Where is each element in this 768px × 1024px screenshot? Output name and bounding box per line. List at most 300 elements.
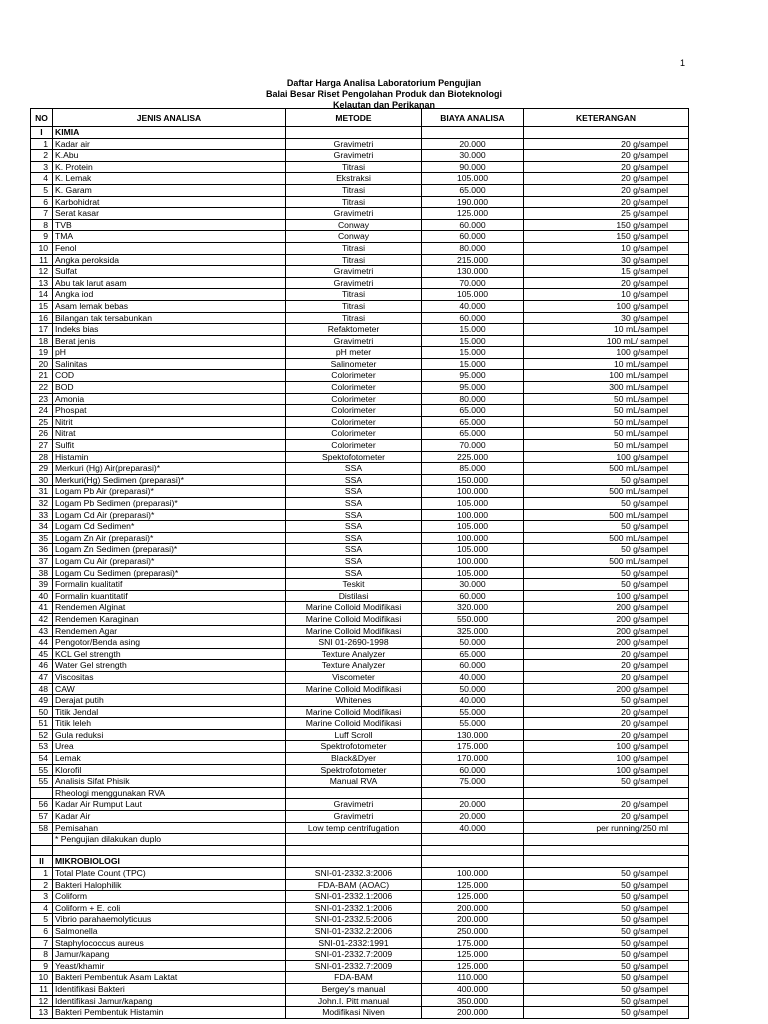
table-row: [31, 671, 689, 683]
analysis-name: Angka peroksida: [53, 254, 286, 266]
price: 100.000: [422, 868, 524, 880]
table-row: [31, 567, 689, 579]
page-number: 1: [680, 58, 686, 68]
table-row: [31, 995, 689, 1007]
price: 80.000: [422, 393, 524, 405]
analysis-name: Sulfit: [53, 440, 286, 452]
row-number: 12: [31, 266, 53, 278]
row-number: [31, 834, 53, 846]
method: SNI-01-2332.1:2006: [286, 902, 422, 914]
price: [422, 787, 524, 799]
price: 65.000: [422, 184, 524, 196]
analysis-name: K.Abu: [53, 150, 286, 162]
method: Whitenes: [286, 695, 422, 707]
table-row: [31, 463, 689, 475]
sample-requirement: 150 g/sampel: [524, 219, 689, 231]
row-number: 49: [31, 695, 53, 707]
method: [286, 787, 422, 799]
analysis-name: Histamin: [53, 451, 286, 463]
price: 65.000: [422, 405, 524, 417]
price: 200.000: [422, 914, 524, 926]
sample-requirement: 10 g/sampel: [524, 289, 689, 301]
method: FDA-BAM: [286, 972, 422, 984]
table-row: [31, 474, 689, 486]
sample-requirement: 50 g/sampel: [524, 567, 689, 579]
sample-requirement: 200 g/sampel: [524, 683, 689, 695]
table-row: [31, 741, 689, 753]
row-number: 28: [31, 451, 53, 463]
price: 350.000: [422, 995, 524, 1007]
row-number: [31, 787, 53, 799]
analysis-name: Berat jenis: [53, 335, 286, 347]
method: SNI 01-2690-1998: [286, 637, 422, 649]
analysis-name: Phospat: [53, 405, 286, 417]
row-number: 5: [31, 184, 53, 196]
method: [286, 834, 422, 846]
sample-requirement: 20 g/sampel: [524, 277, 689, 289]
analysis-name: BOD: [53, 382, 286, 394]
method: John.I. Pitt manual: [286, 995, 422, 1007]
row-number: 21: [31, 370, 53, 382]
method: pH meter: [286, 347, 422, 359]
sample-requirement: [524, 787, 689, 799]
table-row: [31, 382, 689, 394]
row-number: 41: [31, 602, 53, 614]
price: 55.000: [422, 718, 524, 730]
row-number: 3: [31, 891, 53, 903]
method: Marine Colloid Modifikasi: [286, 625, 422, 637]
analysis-name: Asam lemak bebas: [53, 300, 286, 312]
method: Gravimetri: [286, 266, 422, 278]
sample-requirement: 50 g/sampel: [524, 498, 689, 510]
method: Viscometer: [286, 671, 422, 683]
row-number: 43: [31, 625, 53, 637]
price: 90.000: [422, 161, 524, 173]
table-row: [31, 196, 689, 208]
section-title: KIMIA: [53, 127, 286, 139]
method: Low temp centrifugation: [286, 822, 422, 834]
sample-requirement: 200 g/sampel: [524, 613, 689, 625]
analysis-name: Merkuri (Hg) Air(preparasi)*: [53, 463, 286, 475]
price: 190.000: [422, 196, 524, 208]
analysis-name: Logam Pb Sedimen (preparasi)*: [53, 498, 286, 510]
sample-requirement: 15 g/sampel: [524, 266, 689, 278]
price: 55.000: [422, 706, 524, 718]
price: 105.000: [422, 289, 524, 301]
sample-requirement: 50 g/sampel: [524, 1007, 689, 1019]
method: Gravimetri: [286, 799, 422, 811]
sample-requirement: 200 g/sampel: [524, 637, 689, 649]
method: Conway: [286, 219, 422, 231]
sample-requirement: 150 g/sampel: [524, 231, 689, 243]
sample-requirement: 10 mL/sampel: [524, 324, 689, 336]
price: 95.000: [422, 370, 524, 382]
sample-requirement: 50 g/sampel: [524, 983, 689, 995]
sample-requirement: 50 g/sampel: [524, 914, 689, 926]
price: 170.000: [422, 753, 524, 765]
table-body: [31, 127, 689, 1019]
analysis-name: Kadar air: [53, 138, 286, 150]
sample-requirement: 50 g/sampel: [524, 868, 689, 880]
method: Luff Scroll: [286, 729, 422, 741]
method: SSA: [286, 544, 422, 556]
method: FDA-BAM (AOAC): [286, 879, 422, 891]
analysis-name: COD: [53, 370, 286, 382]
price: 250.000: [422, 925, 524, 937]
analysis-name: Rendemen Alginat: [53, 602, 286, 614]
price: 125.000: [422, 208, 524, 220]
method: Distilasi: [286, 590, 422, 602]
analysis-name: Coliform + E. coli: [53, 902, 286, 914]
sample-requirement: 50 g/sampel: [524, 544, 689, 556]
table-row: [31, 277, 689, 289]
table-spacer-row: [31, 845, 689, 856]
method: SSA: [286, 463, 422, 475]
method: Texture Analyzer: [286, 660, 422, 672]
table-row: [31, 753, 689, 765]
section-number: I: [31, 127, 53, 139]
analysis-name: Gula reduksi: [53, 729, 286, 741]
analysis-name: Total Plate Count (TPC): [53, 868, 286, 880]
price: 325.000: [422, 625, 524, 637]
table-row: [31, 879, 689, 891]
sample-requirement: 100 g/sampel: [524, 741, 689, 753]
price: 130.000: [422, 266, 524, 278]
document-header: [0, 78, 768, 111]
table-row: [31, 324, 689, 336]
sample-requirement: 50 g/sampel: [524, 879, 689, 891]
method: Titrasi: [286, 300, 422, 312]
row-number: 18: [31, 335, 53, 347]
price: 20.000: [422, 799, 524, 811]
analysis-name: * Pengujian dilakukan duplo: [53, 834, 286, 846]
price: 60.000: [422, 590, 524, 602]
method: Colorimeter: [286, 382, 422, 394]
table-row: [31, 347, 689, 359]
method: Marine Colloid Modifikasi: [286, 602, 422, 614]
price: 50.000: [422, 637, 524, 649]
method: Gravimetri: [286, 208, 422, 220]
analysis-name: Kadar Air Rumput Laut: [53, 799, 286, 811]
table-row: [31, 902, 689, 914]
row-number: 4: [31, 173, 53, 185]
row-number: 8: [31, 219, 53, 231]
table-row: [31, 555, 689, 567]
sample-requirement: 50 g/sampel: [524, 891, 689, 903]
section-header-row: [31, 856, 689, 868]
analysis-name: Merkuri(Hg) Sedimen (preparasi)*: [53, 474, 286, 486]
sample-requirement: 500 mL/sampel: [524, 532, 689, 544]
price: 225.000: [422, 451, 524, 463]
price-table: [30, 108, 689, 1019]
row-number: 54: [31, 753, 53, 765]
row-number: 26: [31, 428, 53, 440]
sample-requirement: 20 g/sampel: [524, 173, 689, 185]
analysis-name: Salinitas: [53, 358, 286, 370]
sample-requirement: 20 g/sampel: [524, 150, 689, 162]
row-number: 42: [31, 613, 53, 625]
analysis-name: Staphylococcus aureus: [53, 937, 286, 949]
sample-requirement: 50 g/sampel: [524, 937, 689, 949]
analysis-name: Lemak: [53, 753, 286, 765]
table-row: [31, 416, 689, 428]
analysis-name: Pengotor/Benda asing: [53, 637, 286, 649]
table-row: [31, 625, 689, 637]
empty-cell: [422, 856, 524, 868]
price: 320.000: [422, 602, 524, 614]
price: 60.000: [422, 660, 524, 672]
row-number: 9: [31, 231, 53, 243]
price: 125.000: [422, 960, 524, 972]
table-row: [31, 695, 689, 707]
method: Titrasi: [286, 254, 422, 266]
row-number: 13: [31, 1007, 53, 1019]
analysis-name: Kadar Air: [53, 811, 286, 823]
row-number: 58: [31, 822, 53, 834]
sample-requirement: 20 g/sampel: [524, 811, 689, 823]
price: 100.000: [422, 532, 524, 544]
price: 125.000: [422, 949, 524, 961]
analysis-name: Pemisahan: [53, 822, 286, 834]
table-row: [31, 300, 689, 312]
method: SNI-01-2332.2:2006: [286, 925, 422, 937]
row-number: 11: [31, 254, 53, 266]
row-number: 8: [31, 949, 53, 961]
sample-requirement: 50 g/sampel: [524, 925, 689, 937]
sample-requirement: 500 mL/sampel: [524, 509, 689, 521]
empty-cell: [286, 856, 422, 868]
method: Spektofotometer: [286, 451, 422, 463]
sample-requirement: 20 g/sampel: [524, 138, 689, 150]
analysis-name: Salmonella: [53, 925, 286, 937]
method: Titrasi: [286, 289, 422, 301]
price: [422, 834, 524, 846]
price: 215.000: [422, 254, 524, 266]
row-number: 2: [31, 150, 53, 162]
analysis-name: Rendemen Agar: [53, 625, 286, 637]
row-number: 20: [31, 358, 53, 370]
table-row: [31, 729, 689, 741]
table-row: [31, 370, 689, 382]
sample-requirement: 300 mL/sampel: [524, 382, 689, 394]
analysis-name: Angka iod: [53, 289, 286, 301]
column-header-no: NO: [31, 109, 53, 127]
analysis-name: Urea: [53, 741, 286, 753]
table-row: [31, 834, 689, 846]
method: SNI-01-2332.1:2006: [286, 891, 422, 903]
analysis-name: CAW: [53, 683, 286, 695]
price: 65.000: [422, 428, 524, 440]
method: SSA: [286, 532, 422, 544]
method: Gravimetri: [286, 277, 422, 289]
method: Spektrofotometer: [286, 741, 422, 753]
price: 30.000: [422, 150, 524, 162]
analysis-name: Bakteri Halophilik: [53, 879, 286, 891]
analysis-name: Rheologi menggunakan RVA: [53, 787, 286, 799]
empty-cell: [422, 845, 524, 856]
price: 60.000: [422, 764, 524, 776]
table-row: [31, 914, 689, 926]
row-number: 33: [31, 509, 53, 521]
analysis-name: Logam Cu Sedimen (preparasi)*: [53, 567, 286, 579]
analysis-name: Logam Cd Sedimen*: [53, 521, 286, 533]
sample-requirement: 50 mL/sampel: [524, 416, 689, 428]
method: SNI-01-2332.3:2006: [286, 868, 422, 880]
price: 130.000: [422, 729, 524, 741]
method: Texture Analyzer: [286, 648, 422, 660]
analysis-name: Bakteri Pembentuk Histamin: [53, 1007, 286, 1019]
analysis-name: Amonia: [53, 393, 286, 405]
row-number: 25: [31, 416, 53, 428]
sample-requirement: 20 g/sampel: [524, 718, 689, 730]
empty-cell: [524, 127, 689, 139]
row-number: 16: [31, 312, 53, 324]
table-row: [31, 544, 689, 556]
method: Salinometer: [286, 358, 422, 370]
table-row: [31, 613, 689, 625]
sample-requirement: 50 g/sampel: [524, 902, 689, 914]
table-row: [31, 521, 689, 533]
analysis-name: Karbohidrat: [53, 196, 286, 208]
table-row: [31, 405, 689, 417]
row-number: 15: [31, 300, 53, 312]
sample-requirement: 20 g/sampel: [524, 196, 689, 208]
analysis-name: Indeks bias: [53, 324, 286, 336]
row-number: 10: [31, 242, 53, 254]
method: Titrasi: [286, 242, 422, 254]
table-row: [31, 764, 689, 776]
sample-requirement: 25 g/sampel: [524, 208, 689, 220]
price: 40.000: [422, 671, 524, 683]
analysis-name: Logam Cd Air (preparasi)*: [53, 509, 286, 521]
price: 20.000: [422, 138, 524, 150]
row-number: 9: [31, 960, 53, 972]
price: 50.000: [422, 683, 524, 695]
analysis-name: Identifikasi Jamur/kapang: [53, 995, 286, 1007]
analysis-name: Formalin kualitatif: [53, 579, 286, 591]
analysis-name: Rendemen Karaginan: [53, 613, 286, 625]
method: Bergey's manual: [286, 983, 422, 995]
table-row: [31, 184, 689, 196]
sample-requirement: 20 g/sampel: [524, 660, 689, 672]
table-row: [31, 451, 689, 463]
sample-requirement: 10 mL/sampel: [524, 358, 689, 370]
table-row: [31, 1007, 689, 1019]
price: 85.000: [422, 463, 524, 475]
method: Colorimeter: [286, 416, 422, 428]
method: SSA: [286, 521, 422, 533]
price: 70.000: [422, 440, 524, 452]
analysis-name: Water Gel strength: [53, 660, 286, 672]
price: 105.000: [422, 544, 524, 556]
sample-requirement: 500 mL/sampel: [524, 555, 689, 567]
sample-requirement: 50 g/sampel: [524, 949, 689, 961]
row-number: 6: [31, 196, 53, 208]
method: SSA: [286, 498, 422, 510]
table-row: [31, 937, 689, 949]
row-number: 55: [31, 764, 53, 776]
row-number: 39: [31, 579, 53, 591]
method: Colorimeter: [286, 405, 422, 417]
sample-requirement: 500 mL/sampel: [524, 486, 689, 498]
sample-requirement: 500 mL/sampel: [524, 463, 689, 475]
method: Marine Colloid Modifikasi: [286, 683, 422, 695]
row-number: 30: [31, 474, 53, 486]
sample-requirement: 10 g/sampel: [524, 242, 689, 254]
price: 30.000: [422, 579, 524, 591]
analysis-name: Logam Zn Sedimen (preparasi)*: [53, 544, 286, 556]
price: 200.000: [422, 902, 524, 914]
sample-requirement: 50 mL/sampel: [524, 405, 689, 417]
analysis-name: K. Garam: [53, 184, 286, 196]
price: 15.000: [422, 358, 524, 370]
sample-requirement: per running/250 ml: [524, 822, 689, 834]
row-number: 10: [31, 972, 53, 984]
price: 80.000: [422, 242, 524, 254]
row-number: 19: [31, 347, 53, 359]
sample-requirement: 20 g/sampel: [524, 706, 689, 718]
method: Titrasi: [286, 196, 422, 208]
row-number: 14: [31, 289, 53, 301]
price: 105.000: [422, 521, 524, 533]
method: SNI-01-2332.5:2006: [286, 914, 422, 926]
analysis-name: Identifikasi Bakteri: [53, 983, 286, 995]
analysis-name: K. Lemak: [53, 173, 286, 185]
row-number: 57: [31, 811, 53, 823]
analysis-name: Derajat putih: [53, 695, 286, 707]
analysis-name: Formalin kuantitatif: [53, 590, 286, 602]
method: Titrasi: [286, 161, 422, 173]
sample-requirement: 20 g/sampel: [524, 648, 689, 660]
method: Ekstraksi: [286, 173, 422, 185]
table-row: [31, 949, 689, 961]
sample-requirement: 50 g/sampel: [524, 521, 689, 533]
section-title: MIKROBIOLOGI: [53, 856, 286, 868]
column-header-keterangan: KETERANGAN: [524, 109, 689, 127]
sample-requirement: 20 g/sampel: [524, 184, 689, 196]
price: 40.000: [422, 822, 524, 834]
table-row: [31, 509, 689, 521]
empty-cell: [286, 127, 422, 139]
column-header-biaya: BIAYA ANALISA: [422, 109, 524, 127]
empty-cell: [53, 845, 286, 856]
table-row: [31, 822, 689, 834]
row-number: 55: [31, 776, 53, 788]
table-row: [31, 532, 689, 544]
analysis-name: Analisis Sifat Phisik: [53, 776, 286, 788]
column-header-metode: METODE: [286, 109, 422, 127]
analysis-name: KCL Gel strength: [53, 648, 286, 660]
analysis-name: Serat kasar: [53, 208, 286, 220]
price: 100.000: [422, 509, 524, 521]
row-number: 53: [31, 741, 53, 753]
table-row: [31, 648, 689, 660]
section-number: II: [31, 856, 53, 868]
table-row: [31, 776, 689, 788]
table-row: [31, 811, 689, 823]
price: 175.000: [422, 937, 524, 949]
sample-requirement: 100 g/sampel: [524, 451, 689, 463]
price: 550.000: [422, 613, 524, 625]
row-number: 7: [31, 937, 53, 949]
table-row: [31, 486, 689, 498]
price: 15.000: [422, 347, 524, 359]
price: 15.000: [422, 324, 524, 336]
method: Gravimetri: [286, 150, 422, 162]
method: SSA: [286, 567, 422, 579]
analysis-name: Coliform: [53, 891, 286, 903]
sample-requirement: 30 g/sampel: [524, 254, 689, 266]
